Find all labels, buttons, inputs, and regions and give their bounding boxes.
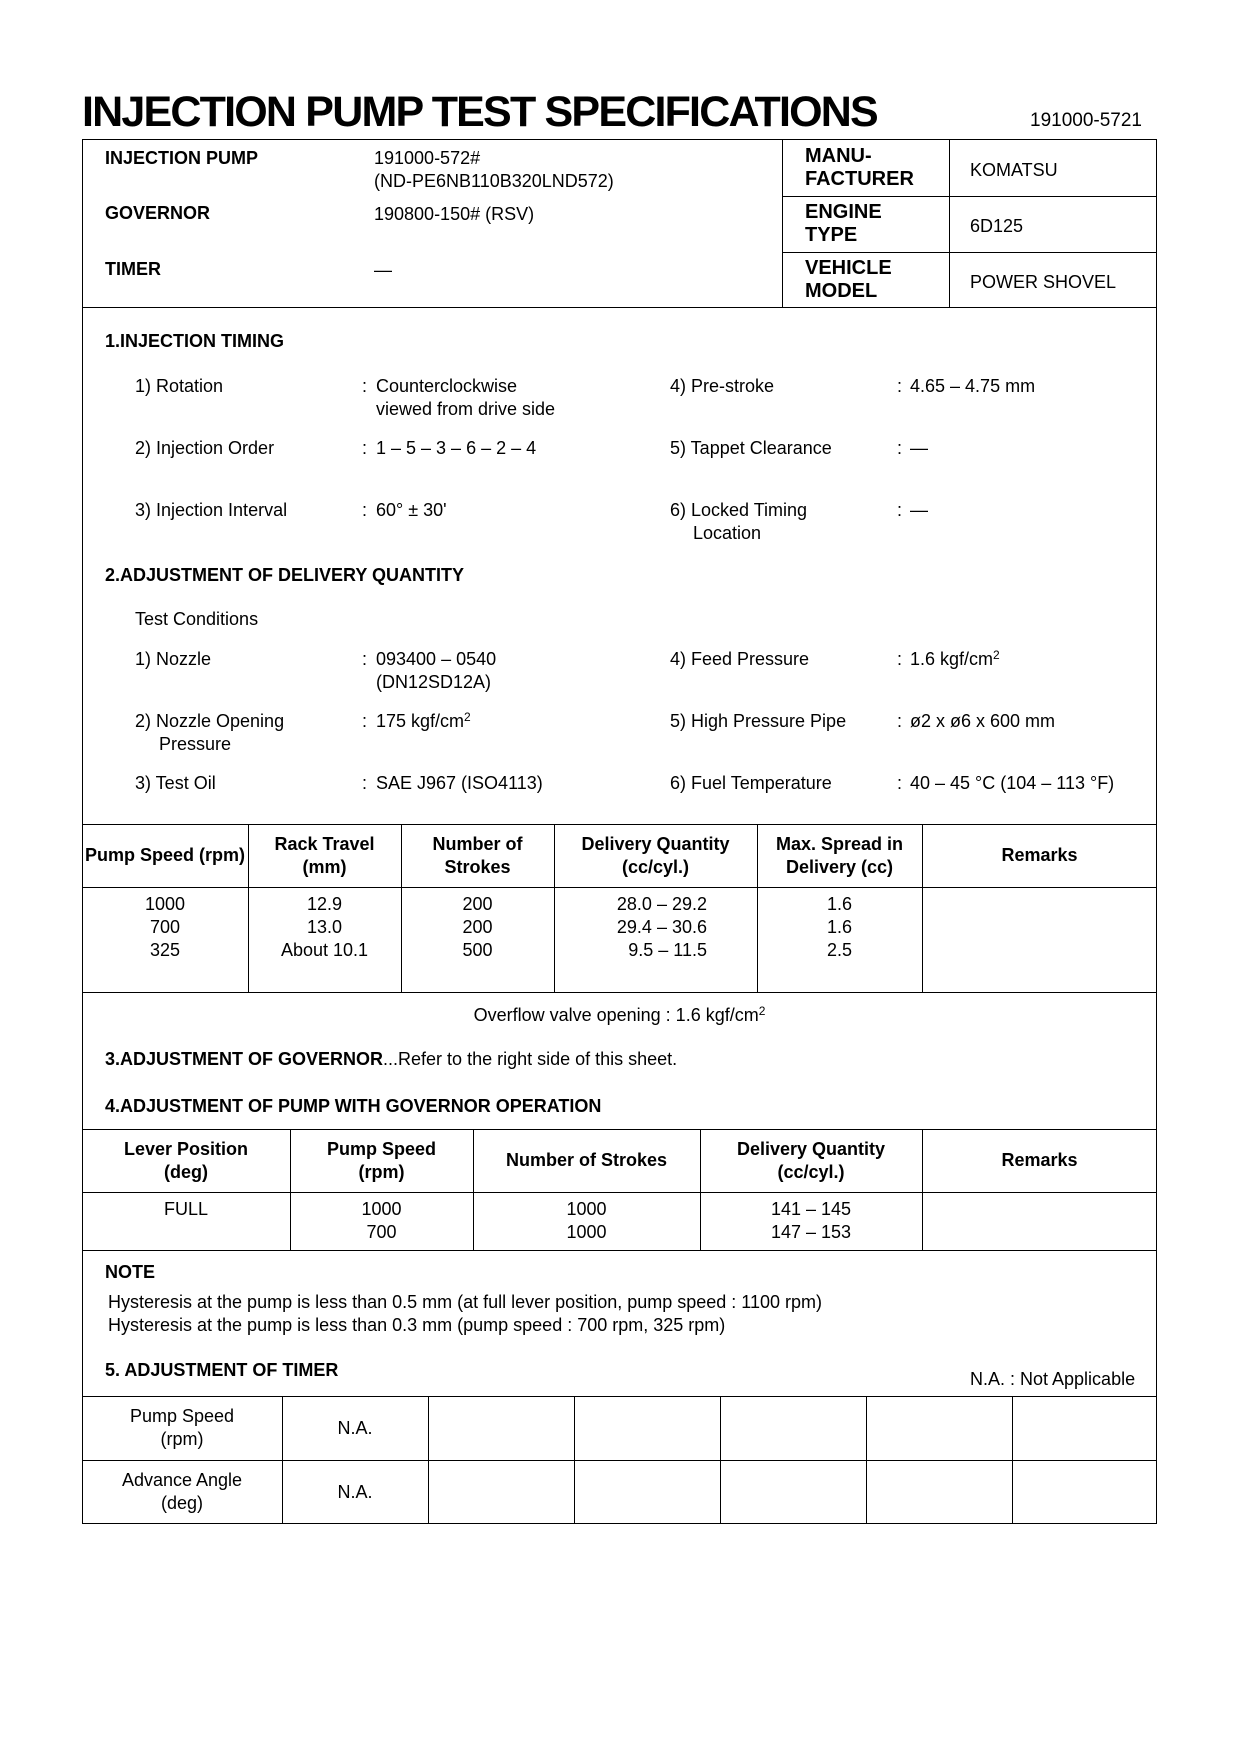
interval-value: 60° ± 30'	[376, 500, 447, 520]
table-cell: 2.5	[826, 940, 853, 960]
test-conditions-label: Test Conditions	[135, 609, 259, 629]
header-rack-travel: Rack Travel (mm)	[274, 833, 375, 877]
vehicle-label-2: MODEL	[805, 280, 878, 302]
tappet-value: —	[910, 438, 928, 458]
delivery-column	[554, 893, 757, 962]
colon: :	[897, 711, 903, 731]
prestroke-label: 4) Pre-stroke	[670, 376, 775, 396]
table-cell: 1.6	[826, 894, 853, 914]
rotation-label: 1) Rotation	[135, 376, 224, 396]
header-strokes: Number of Strokes	[432, 833, 523, 877]
pump-speed-column	[290, 1198, 473, 1244]
colon: :	[897, 649, 903, 669]
table-cell: 9.5 – 11.5	[628, 940, 707, 960]
table-cell: 13.0	[306, 917, 343, 937]
nozzle-label: 1) Nozzle	[135, 649, 212, 669]
locked-value: —	[910, 500, 928, 520]
temp-value: 40 – 45 °C (104 – 113 °F)	[910, 773, 1115, 793]
note-line-2: Hysteresis at the pump is less than 0.3 mm (pump speed : 700 rpm, 325 rpm)	[108, 1315, 726, 1335]
rotation-value-1: Counterclockwise	[376, 376, 518, 396]
document-number: 191000-5721	[1030, 110, 1142, 131]
table-cell: About 10.1	[280, 940, 369, 960]
colon: :	[897, 500, 903, 520]
header-spread: Max. Spread in Delivery (cc)	[775, 833, 904, 877]
table-cell: FULL	[163, 1199, 208, 1219]
pipe-label: 5) High Pressure Pipe	[670, 711, 847, 731]
colon: :	[362, 438, 368, 458]
table-cell: 700	[149, 917, 181, 937]
oil-label: 3) Test Oil	[135, 773, 216, 793]
pump-governor-heading: 4.ADJUSTMENT OF PUMP WITH GOVERNOR OPERATION	[105, 1096, 602, 1116]
table-cell: 141 – 145	[770, 1199, 852, 1219]
delivery-column	[700, 1198, 922, 1244]
feed-label: 4) Feed Pressure	[670, 649, 810, 669]
engine-label-1: ENGINE	[805, 201, 882, 223]
na-note: N.A. : Not Applicable	[970, 1369, 1136, 1389]
table-cell: 200	[462, 917, 493, 937]
colon: :	[362, 376, 368, 396]
order-label: 2) Injection Order	[135, 438, 275, 458]
section-heading: 1.INJECTION TIMING	[105, 331, 285, 351]
table-cell: 1000	[566, 1199, 607, 1219]
opening-label-2: Pressure	[159, 734, 232, 754]
timer-label: TIMER	[105, 259, 161, 279]
table-cell: 700	[366, 1222, 397, 1242]
governor-section: 3.ADJUSTMENT OF GOVERNOR...Refer to the right side of this sheet.	[105, 1049, 678, 1069]
nozzle-value-2: (DN12SD12A)	[376, 672, 492, 692]
header-remarks: Remarks	[1001, 1150, 1078, 1170]
governor-value: 190800-150# (RSV)	[374, 204, 535, 224]
timer-row-label: Advance Angle (deg)	[121, 1470, 243, 1513]
strokes-column	[473, 1198, 700, 1244]
table-cell: 28.0 – 29.2	[616, 894, 707, 914]
colon: :	[362, 500, 368, 520]
note-line-1: Hysteresis at the pump is less than 0.5 mm (at full lever position, pump speed : 1100 rpm)	[108, 1292, 822, 1312]
timer-value: —	[374, 260, 392, 280]
table-cell: 1000	[566, 1222, 607, 1242]
manufacturer-label-2: FACTURER	[805, 168, 914, 190]
header-delivery: Delivery Quantity (cc/cyl.)	[736, 1138, 886, 1182]
header-remarks: Remarks	[1001, 845, 1078, 865]
table-cell: 147 – 153	[770, 1222, 852, 1242]
table-cell: 325	[149, 940, 181, 960]
table-cell: 1000	[144, 894, 186, 914]
colon: :	[362, 649, 368, 669]
header-strokes: Number of Strokes	[505, 1150, 668, 1170]
rotation-value-2: viewed from drive side	[376, 399, 556, 419]
note-heading: NOTE	[105, 1262, 156, 1282]
manufacturer-label-1: MANU-	[805, 145, 872, 167]
table-cell: 1000	[361, 1199, 402, 1219]
header-pump-speed: Pump Speed (rpm)	[326, 1138, 437, 1182]
pump-speed-column	[82, 893, 248, 962]
governor-label: GOVERNOR	[105, 203, 211, 223]
locked-label-1: 6) Locked Timing	[670, 500, 808, 520]
section-heading: 2.ADJUSTMENT OF DELIVERY QUANTITY	[105, 565, 465, 585]
engine-value: 6D125	[970, 216, 1024, 236]
manufacturer-value: KOMATSU	[970, 160, 1058, 180]
temp-label: 6) Fuel Temperature	[670, 773, 832, 793]
locked-label-2: Location	[693, 523, 762, 543]
oil-value: SAE J967 (ISO4113)	[376, 773, 543, 793]
rack-travel-column	[248, 893, 401, 962]
interval-label: 3) Injection Interval	[135, 500, 288, 520]
order-value: 1 – 5 – 3 – 6 – 2 – 4	[376, 438, 537, 458]
vehicle-value: POWER SHOVEL	[970, 272, 1117, 292]
opening-value: 175 kgf/$cm^2$	[376, 710, 471, 731]
nozzle-value-1: 093400 – 0540	[376, 649, 497, 669]
pump-value-2: (ND-PE6NB110B320LND572)	[374, 171, 614, 191]
vehicle-label-1: VEHICLE	[805, 257, 892, 279]
spread-column	[757, 893, 922, 962]
table-cell: N.A.	[337, 1481, 373, 1502]
colon: :	[362, 711, 368, 731]
strokes-column	[401, 893, 554, 962]
feed-value: 1.6 kgf/$cm^2$	[910, 648, 1000, 669]
table-cell: 29.4 – 30.6	[616, 917, 707, 937]
overflow-note: Overflow valve opening : 1.6 kgf/$cm^2$	[473, 1004, 766, 1025]
header-lever-position: Lever Position (deg)	[123, 1138, 249, 1182]
colon: :	[362, 773, 368, 793]
timer-heading: 5. ADJUSTMENT OF TIMER	[105, 1360, 339, 1380]
table-cell: 200	[462, 894, 493, 914]
table-cell: 1.6	[826, 917, 853, 937]
pump-label: INJECTION PUMP	[105, 148, 259, 168]
table-cell: 12.9	[306, 894, 343, 914]
timer-row-label: Pump Speed (rpm)	[129, 1406, 235, 1449]
colon: :	[897, 773, 903, 793]
page-title: INJECTION PUMP TEST SPECIFICATIONS	[82, 88, 877, 136]
header-delivery: Delivery Quantity (cc/cyl.)	[581, 833, 730, 877]
pump-value-1: 191000-572#	[374, 148, 481, 168]
tappet-label: 5) Tappet Clearance	[670, 438, 832, 458]
colon: :	[897, 438, 903, 458]
colon: :	[897, 376, 903, 396]
engine-label-2: TYPE	[805, 224, 858, 246]
pipe-value: ø2 x ø6 x 600 mm	[910, 711, 1056, 731]
opening-label-1: 2) Nozzle Opening	[135, 711, 285, 731]
table-cell: 500	[462, 940, 493, 960]
table-cell: N.A.	[337, 1417, 373, 1438]
prestroke-value: 4.65 – 4.75 mm	[910, 376, 1036, 396]
lever-column	[82, 1198, 290, 1221]
header-pump-speed: Pump Speed (rpm)	[84, 845, 245, 865]
